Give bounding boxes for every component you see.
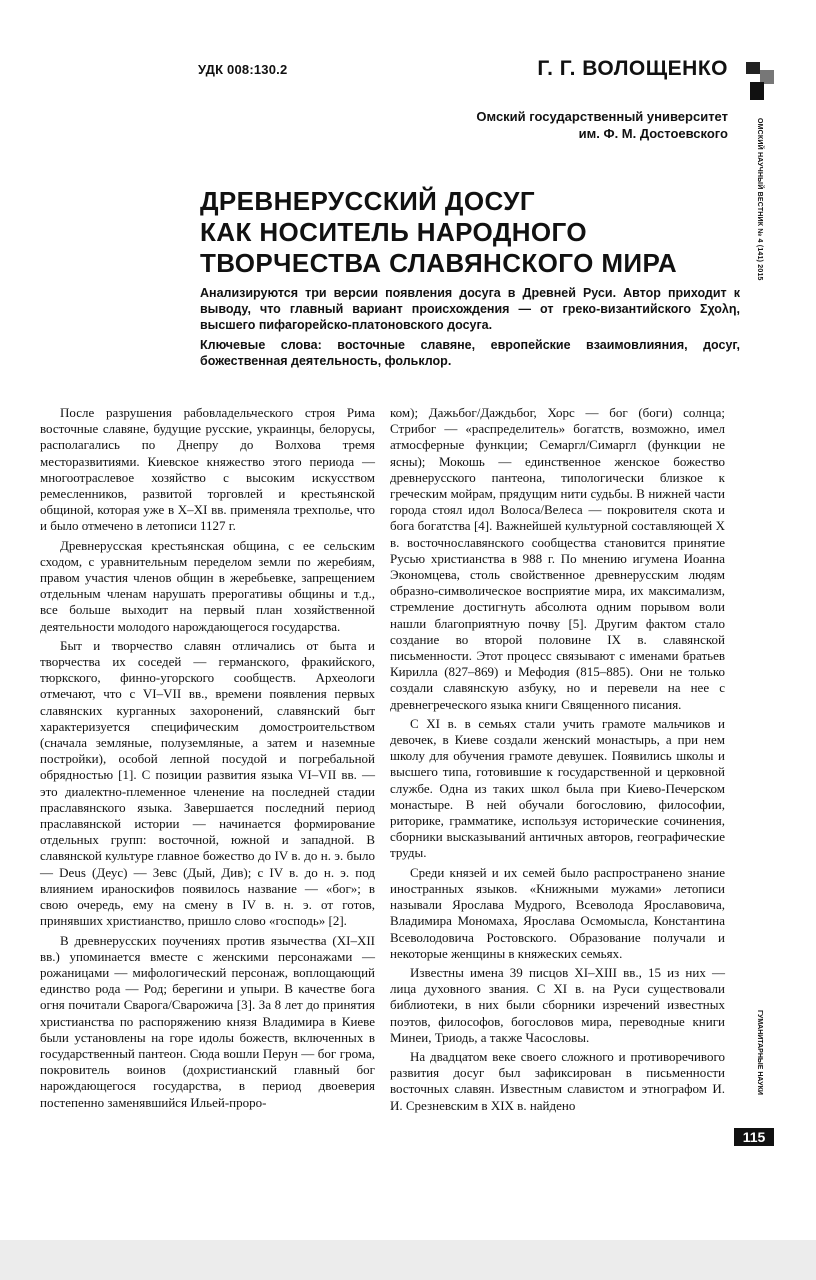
title-line: КАК НОСИТЕЛЬ НАРОДНОГО: [200, 217, 587, 247]
paragraph: Известны имена 39 писцов XI–XIII вв., 15 из них — лица духовного звания. С XI в. на Руси существовали библиотеки, в них были сборники изречений известных поэтов, философов, богословов мира, переводные книги Минеи, Триодь, а также Часословы.: [390, 964, 725, 1045]
paragraph: В древнерусских поучениях против язычества (XI–XII вв.) упоминается вместе с женскими персонажами — рожаницами — мифологический персонаж, воплощающий единство рода — Род; берегини и упыри. В качестве бога огня почитали Сварога/Сварожича [3]. За 8 лет до принятия христианства по распоряжению князя Владимира в Киеве были установлены на горе идолы божеств, включенных в государственный пантеон. Сюда вошли Перун — бог грома, покровитель воинов (дохристианский главный бог нарождающегося государства, в период двоеверия постепенно заменявшийся Ильей-проро-: [40, 932, 375, 1110]
udk-code: УДК 008:130.2: [198, 62, 288, 77]
article-title: [200, 186, 740, 279]
side-section-title: [756, 1010, 770, 1130]
section-name: ГУМАНИТАРНЫЕ НАУКИ: [756, 1010, 763, 1095]
paragraph: После разрушения рабовладельческого строя Рима восточные славяне, будущие русские, украинцы, белорусы, располагались по Днепру до Волхова тремя месторазвитиями. Киевское княжество этого периода — многоотраслевое хозяйство с высоким искусством ремесленников, развитой торговлей и крестьянской общиной, которая уже в X–XI вв. применяла трехполье, что и было отмечено в летописи 1127 г.: [40, 405, 375, 534]
viewer-background: [0, 1240, 816, 1280]
journal-logo-icon: [746, 62, 774, 102]
side-journal-title: [756, 118, 770, 318]
keywords: Ключевые слова: восточные славяне, европейские взаимовлияния, досуг, божественная деятельность, фольклор.: [200, 338, 740, 368]
body-column-right: [390, 405, 725, 1117]
paragraph: С XI в. в семьях стали учить грамоте мальчиков и девочек, в Киеве создали женский монастырь, а при нем школу для обучения грамоте девушек. Появились школы и высшего типа, готовившие к государственной и церковной службе. Одна из таких школ была при Киево-Печерском монастыре. В ней обучали богословию, философии, риторике, грамматике, используя исторические сочинения, сборники высказываний античных авторов, географические труды.: [390, 715, 725, 861]
paragraph: Среди князей и их семей было распространено знание иностранных языков. «Книжными мужами» летописи называли Ярослава Мудрого, Всеволода Ярославовича, Владимира Мономаха, Ярослава Осмомысла, Константина Всеволодовича Ростовского. Образование получали и некоторые женщины в княжеских семьях.: [390, 864, 725, 961]
paragraph: ком); Дажьбог/Даждьбог, Хорс — бог (боги) солнца; Стрибог — «распределитель» богатств, возможно, имел атмосферные функции; Семаргл/Симаргл (функции не ясны); Мокошь — единственное женское божество древнерусского пантеона, типологически близкое к греческим мойрам, прядущим нити судьбы. В нижней части города стоял идол Волоса/Велеса — покровителя скота и бога богатства [4]. Важнейшей культурной составляющей X в. восточнославянского сообщества становится принятие Русью христианства в 988 г. По мнению игумена Иоанна Экономцева, столь свойственное древнерусским людям образно-символическое восприятие мира, их максимализм, стремление достигнуть абсолюта одним порывом воли нашли благоприятную почву [5]. Другим фактом стало создание во второй половине IX в. славянской письменности. Этот процесс связывают с именами братьев Кирилла (827–869) и Мефодия (815–885). Они не только создали славянскую азбуку, но и перевели на нее с древнегреческого языка книги Священного писания.: [390, 405, 725, 712]
journal-name: ОМСКИЙ НАУЧНЫЙ ВЕСТНИК № 4 (141) 2015: [756, 118, 763, 281]
paragraph: На двадцатом веке своего сложного и противоречивого развития досуг был зафиксирован в письменности восточных славян. Известным славистом и этнографом И. И. Срезневским в XIX в. найдено: [390, 1048, 725, 1113]
author-name: Г. Г. ВОЛОЩЕНКО: [537, 57, 728, 80]
abstract: Анализируются три версии появления досуга в Древней Руси. Автор приходит к выводу, что главный вариант происхождения — от греко-византийского Σχολη, высшего пифагорейско-платоновского досуга.: [200, 286, 740, 332]
affiliation-line: Омский государственный университет: [476, 109, 728, 124]
title-line: ТВОРЧЕСТВА СЛАВЯНСКОГО МИРА: [200, 248, 678, 278]
affiliation-line: им. Ф. М. Достоевского: [578, 126, 728, 141]
paragraph: Древнерусская крестьянская община, с ее сельским сходом, с уравнительным переделом земли по жеребиям, правом участия членов общин в жеребьевке, запрещением отдельным членам нарушать прерогативы общины и т.д., все больше выходит на первый план хозяйственной деятельности молодого нарождающегося государства.: [40, 537, 375, 634]
paragraph: Быт и творчество славян отличались от быта и творчества их соседей — германского, фракийского, тюркского, финно-угорского сообществ. Археологи отмечают, что с VI–VII вв., времени появления первых славянских курганных захоронений, славянский быт характеризуется специфическим домостроительством (сначала земляные, полуземляные, а затем и наземные постройки), особой лепной посудой и погребальной обрядностью [1]. С позиции развития языка VI–VII вв. — это диалектно-племенное членение на последней стадии праславянского языка. Завершается последний период праславянской истории — начинается формирование отдельных групп: восточной, южной и западной. В славянской культуре главное божество до IV в. до н. э. было — Deus (Деус) — Зевс (Дый, Див); с IV в. до н. э. под влиянием ираноскифов появилось название — «бог»; в свою очередь, ему на смену в IV в. н. э. от готов, принявших христианство, пришло слово «господь» [2].: [40, 637, 375, 929]
title-line: ДРЕВНЕРУССКИЙ ДОСУГ: [200, 186, 535, 216]
body-column-left: [40, 405, 375, 1114]
affiliation: [476, 108, 728, 142]
page-number: 115: [734, 1128, 774, 1146]
